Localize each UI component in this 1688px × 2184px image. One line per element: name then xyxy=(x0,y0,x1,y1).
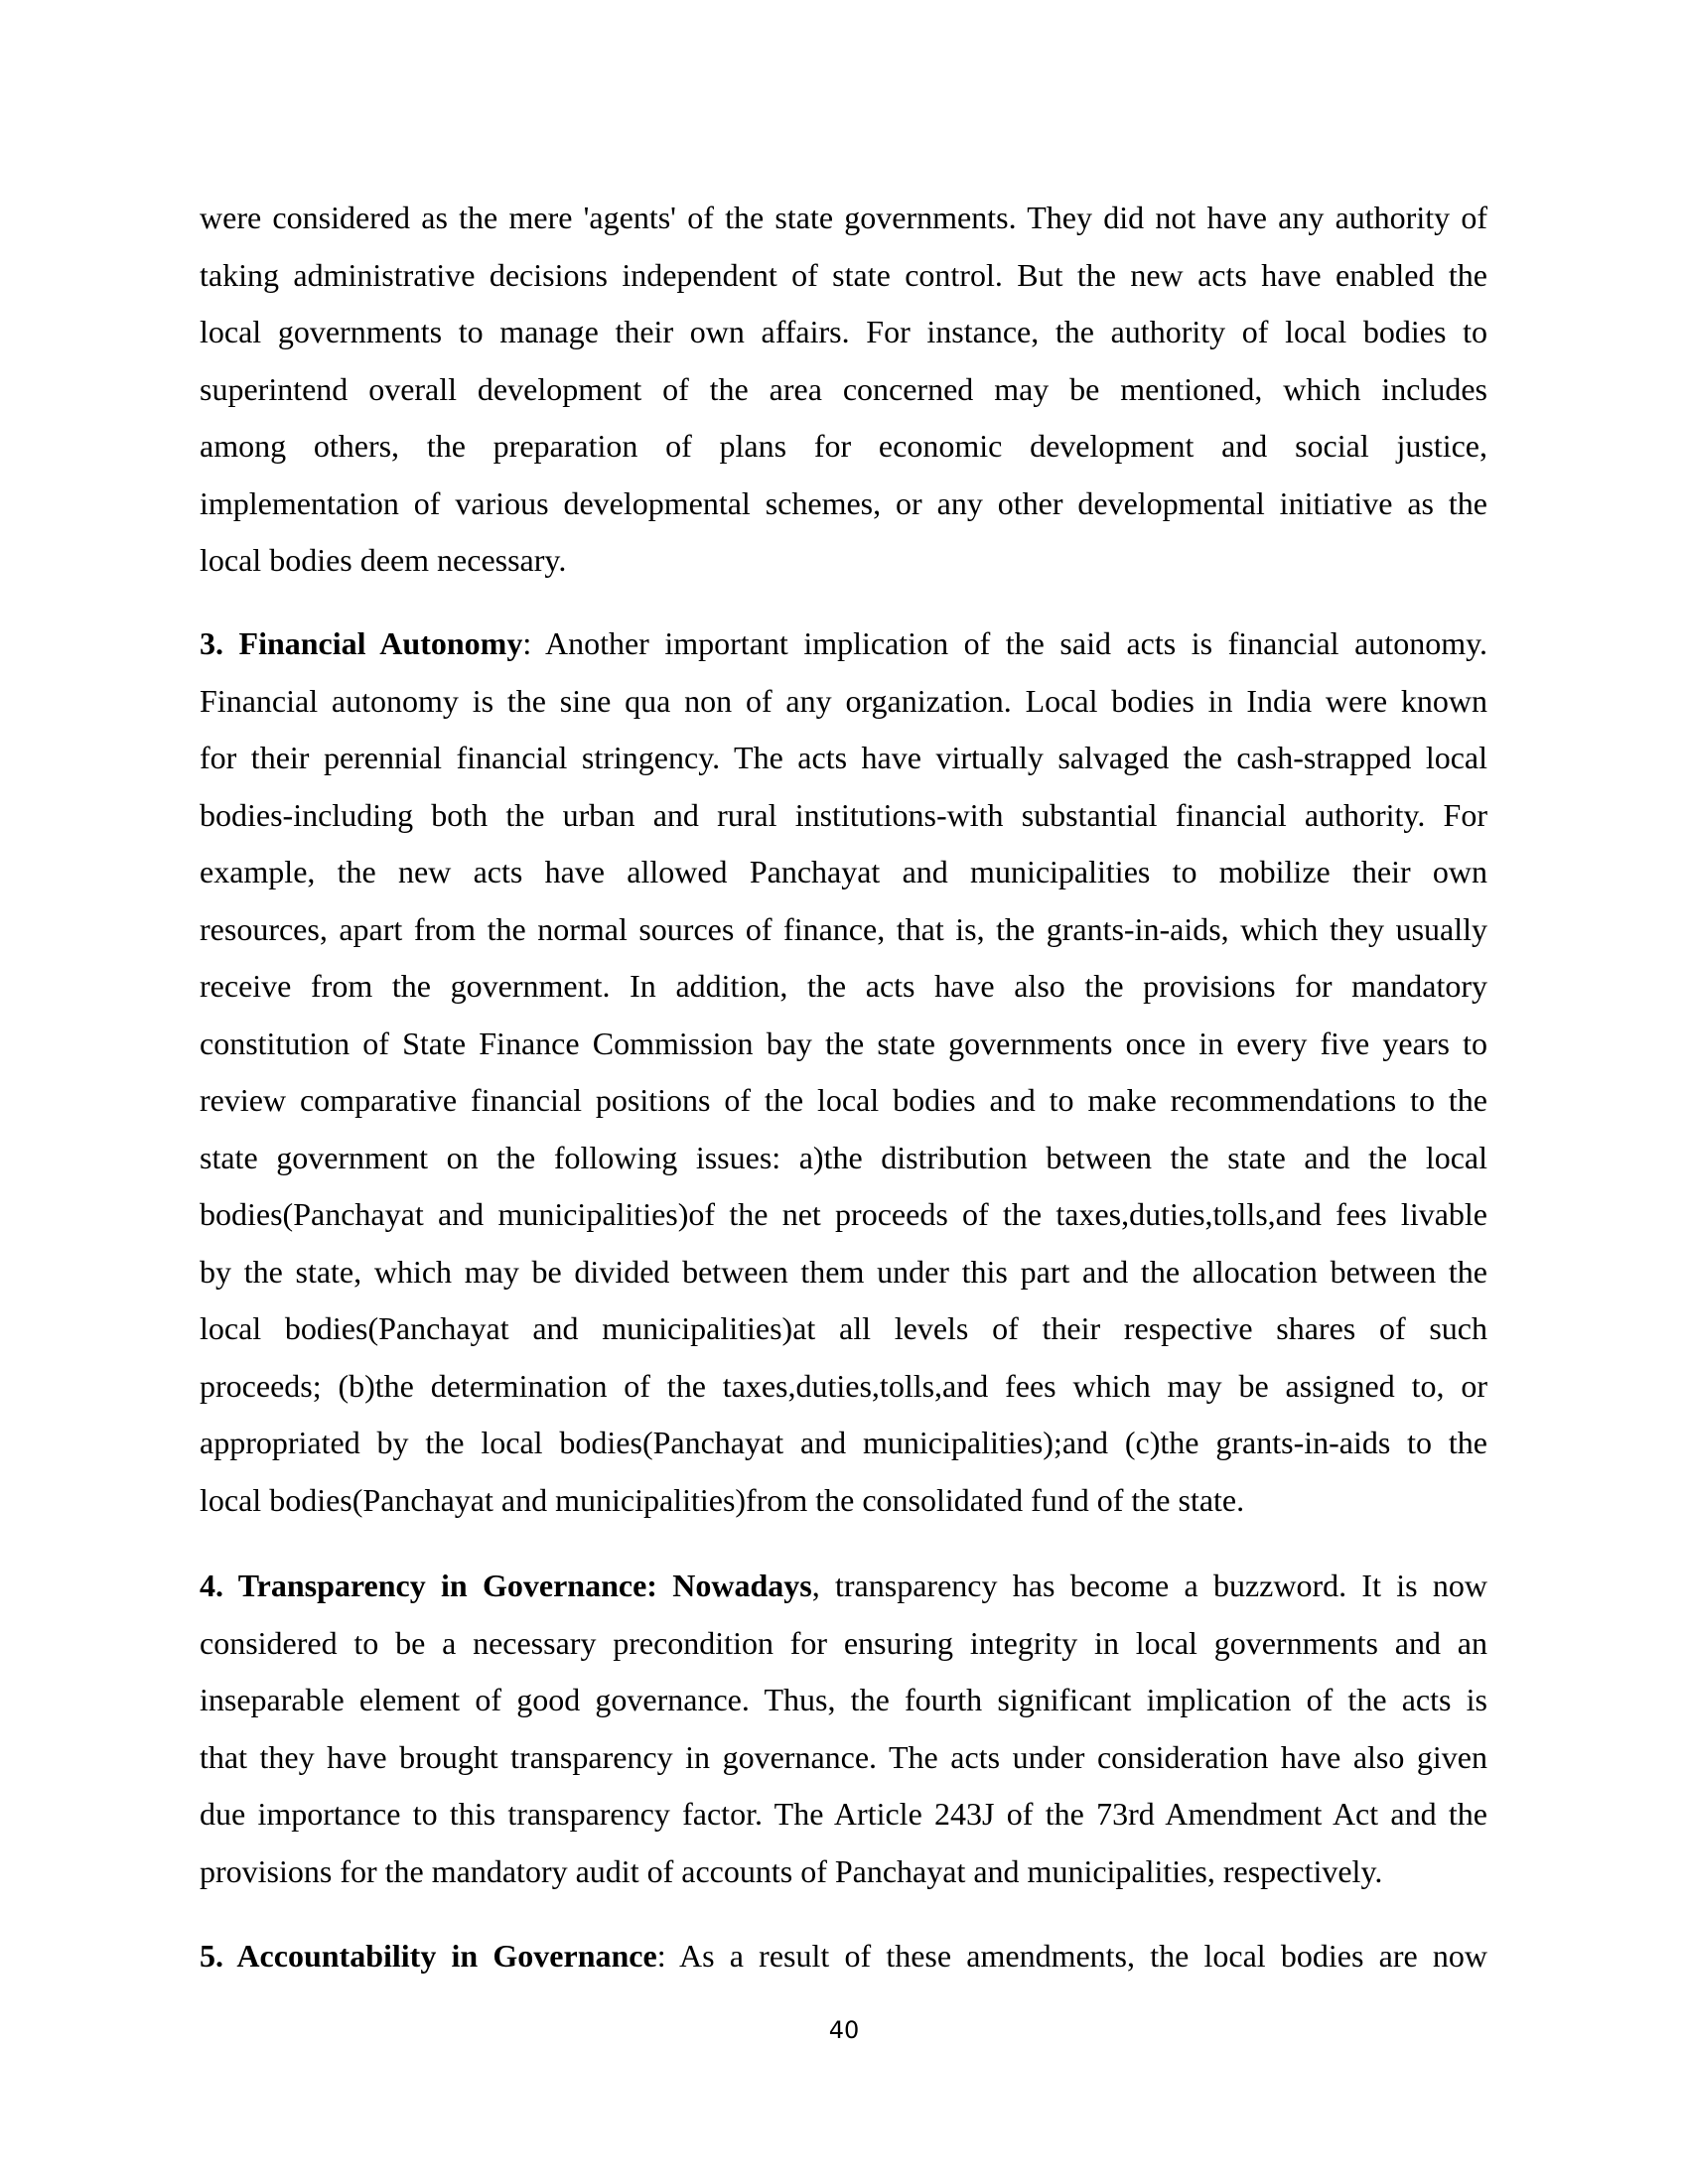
section-heading: 3. Financial Autonomy xyxy=(200,625,523,661)
text-line: Financial autonomy is the sine qua non of any organization. Local bodies in India were known xyxy=(200,682,1487,719)
text-line: provisions for the mandatory audit of accounts of Panchayat and municipalities, respectively. xyxy=(200,1852,1383,1889)
text-line: local bodies deem necessary. xyxy=(200,542,567,578)
text-line: inseparable element of good governance. Thus, the fourth significant implication of the acts is xyxy=(200,1682,1487,1717)
text-line: constitution of State Finance Commission bay the state governments once in every five years to xyxy=(200,1024,1487,1061)
paragraph-continuation xyxy=(200,190,1487,590)
text-line: review comparative financial positions of the local bodies and to make recommendations to the xyxy=(200,1082,1487,1118)
text-line: due importance to this transparency factor. The Article 243J of the 73rd Amendment Act and the xyxy=(200,1796,1487,1832)
section-heading: 5. Accountability in Governance xyxy=(200,1938,657,1974)
text-line: state government on the following issues: a)the distribution between the state and the local xyxy=(200,1139,1487,1175)
page-number: 40 xyxy=(828,2016,860,2044)
text-line: considered to be a necessary precondition for ensuring integrity in local governments and an xyxy=(200,1624,1487,1661)
text-line: local governments to manage their own affairs. For instance, the authority of local bodies to xyxy=(200,314,1487,349)
text-line: local bodies(Panchayat and municipalities)from the consolidated fund of the state. xyxy=(200,1481,1245,1518)
text-line: that they have brought transparency in governance. The acts under consideration have also given xyxy=(200,1738,1487,1775)
text-line: resources, apart from the normal sources of finance, that is, the grants-in-aids, which they usually xyxy=(200,910,1487,947)
text-line: were considered as the mere 'agents' of the state governments. They did not have any authority of xyxy=(200,200,1487,235)
heading-continuation: : Another important implication of the said acts is financial autonomy. xyxy=(522,625,1488,661)
text-line: for their perennial financial stringency. The acts have virtually salvaged the cash-strapped local xyxy=(200,740,1487,775)
heading-line xyxy=(200,1928,1487,1985)
heading-continuation: , transparency has become a buzzword. It is now xyxy=(811,1568,1487,1603)
heading-continuation: : As a result of these amendments, the local bodies are now xyxy=(656,1938,1488,1974)
paragraph-transparency xyxy=(200,1558,1487,1900)
text-line: by the state, which may be divided between them under this part and the allocation between the xyxy=(200,1253,1487,1290)
text-line: superintend overall development of the area concerned may be mentioned, which includes xyxy=(200,370,1487,407)
text-line: bodies(Panchayat and municipalities)of the net proceeds of the taxes,duties,tolls,and fees livable xyxy=(200,1196,1487,1232)
text-line: proceeds; (b)the determination of the taxes,duties,tolls,and fees which may be assigned to, or xyxy=(200,1367,1487,1404)
text-line: example, the new acts have allowed Panchayat and municipalities to mobilize their own xyxy=(200,854,1487,889)
section-heading: 4. Transparency in Governance: Nowadays xyxy=(200,1568,812,1603)
text-line: taking administrative decisions independent of state control. But the new acts have enabled the xyxy=(200,256,1487,293)
text-line: bodies-including both the urban and rural institutions-with substantial financial authority. For xyxy=(200,796,1487,833)
paragraph-financial-autonomy xyxy=(200,615,1487,1529)
text-line: appropriated by the local bodies(Panchayat and municipalities);and (c)the grants-in-aids to the xyxy=(200,1425,1487,1460)
text-line: among others, the preparation of plans for economic development and social justice, xyxy=(200,428,1487,464)
text-line: local bodies(Panchayat and municipalities)at all levels of their respective shares of such xyxy=(200,1310,1487,1346)
text-line: implementation of various developmental schemes, or any other developmental initiative as the xyxy=(200,484,1487,521)
heading-line xyxy=(200,615,1487,673)
paragraph-accountability xyxy=(200,1928,1487,1985)
text-line: receive from the government. In addition, the acts have also the provisions for mandatory xyxy=(200,968,1487,1004)
heading-line xyxy=(200,1558,1487,1615)
